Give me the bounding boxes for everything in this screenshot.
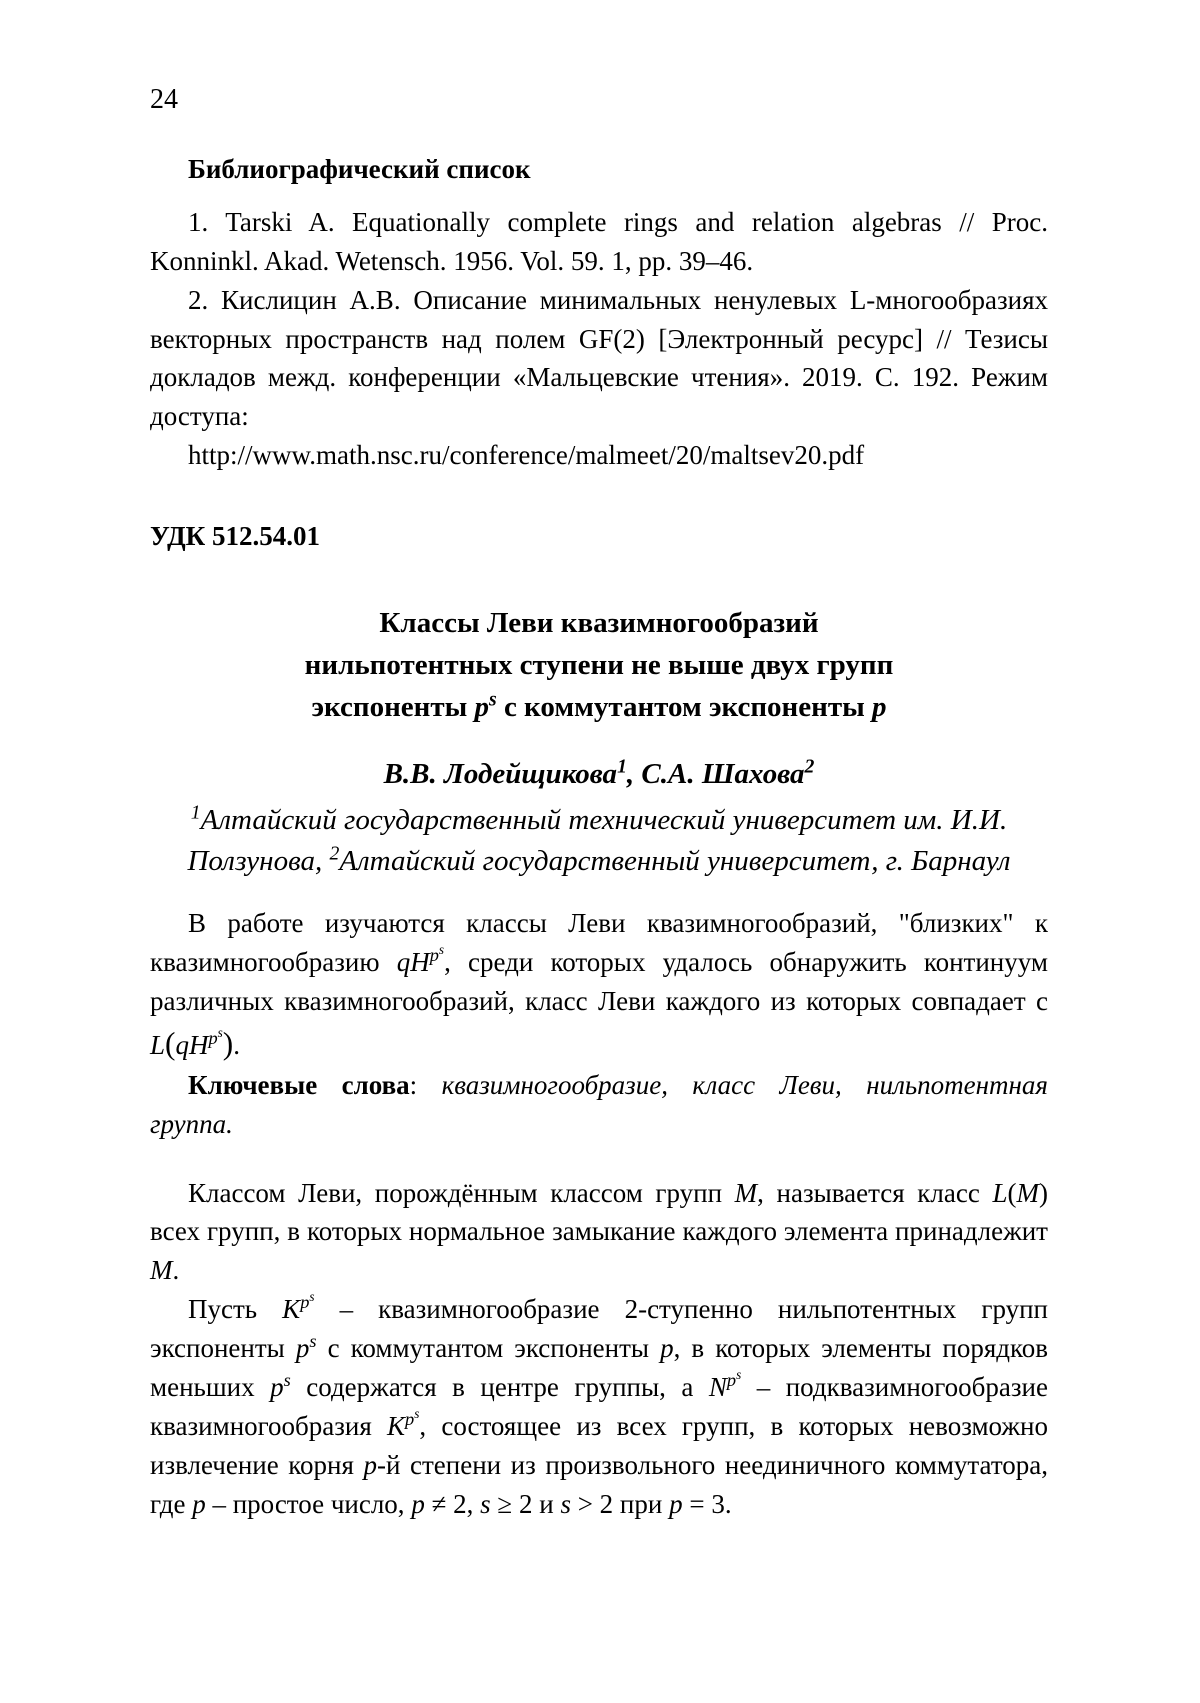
var-p: p bbox=[474, 690, 490, 723]
var-M: M bbox=[734, 1177, 758, 1208]
title-text-pre: экспоненты bbox=[311, 690, 475, 723]
right-paren: ) bbox=[1039, 1177, 1048, 1208]
body2-text-5: содержатся в центре группы, а bbox=[290, 1371, 709, 1402]
abstract-text-2: , среди которых удалось обнаружить континуум различных квазимногообразий, класс Леви каждого из которых совпадает с bbox=[150, 946, 1048, 1016]
var-p: p bbox=[872, 690, 887, 723]
affiliation-line bbox=[150, 800, 1048, 882]
udk-code: УДК 512.54.01 bbox=[150, 521, 320, 551]
var-L: L bbox=[150, 1029, 166, 1060]
sup-p-s bbox=[429, 941, 445, 965]
sup-p-s bbox=[726, 1366, 742, 1390]
sup-s: s bbox=[438, 941, 445, 957]
page-number: 24 bbox=[150, 84, 178, 115]
sup-s: s bbox=[217, 1024, 223, 1040]
var-M: M bbox=[150, 1255, 173, 1286]
var-qH: qH bbox=[175, 1029, 209, 1060]
body2-text-1: Пусть bbox=[188, 1294, 283, 1325]
body2-text-8: -й степени из произвольного неединичного коммутатора, где bbox=[150, 1449, 1048, 1519]
var-p: p bbox=[295, 1333, 310, 1364]
var-p: p bbox=[363, 1449, 377, 1480]
var-s: s bbox=[480, 1488, 491, 1519]
body-paragraph-2 bbox=[150, 1290, 1048, 1523]
reference-item-2: 2. Кислицин А.В. Описание минимальных ненулевых L-многообразиях векторных пространств над полем GF(2) [Электронный ресурс] // Тезисы докладов межд. конференции «Мальцевские чтения». 2019. С. 192. Режим доступа: bbox=[150, 284, 1048, 432]
affiliation-mark-1: 1 bbox=[190, 801, 201, 824]
affiliation-text-2: Алтайский государственный университет, г. Барнаул bbox=[339, 844, 1011, 877]
affiliation-mark-2: 2 bbox=[329, 842, 340, 865]
keywords-label: Ключевые слова bbox=[188, 1069, 410, 1100]
body2-text-7: , состоящее из всех групп, в которых невозможно извлечение корня bbox=[150, 1410, 1048, 1480]
var-p: p bbox=[429, 944, 439, 965]
sup-s: s bbox=[309, 1289, 315, 1305]
sup-s: s bbox=[414, 1405, 420, 1421]
var-p: p bbox=[192, 1488, 206, 1519]
sup-p-s bbox=[405, 1405, 420, 1429]
body2-text-12: > 2 при bbox=[570, 1488, 670, 1519]
abstract-text-1: В работе изучаются классы Леви квазимногообразий, "близких" к квазимногообразию bbox=[150, 908, 1048, 977]
article-title bbox=[150, 602, 1048, 728]
var-qH: qH bbox=[396, 946, 430, 977]
var-K: K bbox=[282, 1294, 301, 1325]
body2-text-6: – подквазимногообразие квазимногообразия bbox=[150, 1371, 1048, 1441]
var-p: p bbox=[300, 1292, 310, 1313]
reference-item-1: 1. Tarski A. Equationally complete rings and relation algebras // Proc. Konninkl. Akad. Wetensch. 1956. Vol. 59. 1, pp. 39–46. bbox=[150, 206, 1048, 276]
left-paren: ( bbox=[165, 1025, 176, 1061]
var-p: p bbox=[270, 1371, 284, 1402]
sup-s: s bbox=[736, 1366, 742, 1382]
body1-text-4: . bbox=[172, 1255, 180, 1286]
body2-text-11: ≥ 2 и bbox=[490, 1488, 561, 1519]
var-p: p bbox=[669, 1488, 683, 1519]
title-line-1: Классы Леви квазимногообразий bbox=[379, 606, 819, 639]
keywords-colon: : bbox=[409, 1069, 442, 1100]
body-paragraph-1 bbox=[150, 1174, 1048, 1291]
sup-s: s bbox=[489, 688, 497, 711]
abstract-text-3: . bbox=[233, 1029, 240, 1060]
sup-p-s bbox=[300, 1289, 315, 1313]
sup-s: s bbox=[309, 1331, 317, 1352]
keywords-paragraph bbox=[150, 1066, 1048, 1144]
var-p: p bbox=[411, 1488, 425, 1519]
authors-separator: , bbox=[626, 758, 642, 791]
body2-text-10: ≠ 2, bbox=[424, 1488, 481, 1519]
body1-text-1: Классом Леви, порождённым классом групп bbox=[188, 1177, 735, 1208]
sup-s: s bbox=[283, 1369, 291, 1390]
bibliography-heading: Библиографический список bbox=[188, 154, 531, 184]
title-line-2: нильпотентных ступени не выше двух групп bbox=[304, 648, 894, 681]
var-s: s bbox=[560, 1488, 571, 1519]
var-M: M bbox=[1016, 1177, 1039, 1208]
left-paren: ( bbox=[1007, 1177, 1017, 1208]
var-N: N bbox=[708, 1371, 727, 1402]
author-name-2: С.А. Шахова bbox=[641, 758, 805, 791]
reference-url: http://www.math.nsc.ru/conference/malmeet/20/maltsev20.pdf bbox=[188, 440, 865, 471]
affiliation-text-1: Алтайский государственный технический университет им. И.И. Ползунова, bbox=[187, 803, 1008, 877]
abstract-paragraph bbox=[150, 904, 1048, 1066]
var-p: p bbox=[660, 1333, 674, 1364]
author-name-1: В.В. Лодейщикова bbox=[383, 758, 618, 791]
title-text-mid: с коммутантом экспоненты bbox=[496, 690, 872, 723]
body2-text-13: = 3. bbox=[682, 1488, 732, 1519]
authors-line bbox=[150, 754, 1048, 796]
author-affiliation-mark-2: 2 bbox=[804, 755, 815, 778]
var-L: L bbox=[992, 1177, 1008, 1208]
keywords-text: квазимногообразие, класс Леви, нильпотентная группа. bbox=[150, 1069, 1048, 1139]
body2-text-9: – простое число, bbox=[205, 1488, 412, 1519]
author-affiliation-mark-1: 1 bbox=[617, 755, 627, 778]
sup-p-s bbox=[208, 1024, 223, 1048]
var-p: p bbox=[208, 1027, 218, 1048]
var-p: p bbox=[726, 1369, 737, 1390]
var-p: p bbox=[405, 1408, 415, 1429]
body1-text-3: всех групп, в которых нормальное замыкание каждого элемента принадлежит bbox=[150, 1216, 1048, 1247]
right-paren: ) bbox=[222, 1025, 234, 1061]
title-line-3 bbox=[311, 688, 887, 723]
body2-text-3: с коммутантом экспоненты bbox=[316, 1333, 661, 1364]
body2-text-4: , в которых элементы порядков меньших bbox=[150, 1333, 1048, 1402]
body1-text-2: , называется класс bbox=[757, 1177, 993, 1208]
body2-text-2: – квазимногообразие 2-ступенно нильпотентных групп экспоненты bbox=[150, 1294, 1048, 1364]
var-K: K bbox=[387, 1410, 406, 1441]
